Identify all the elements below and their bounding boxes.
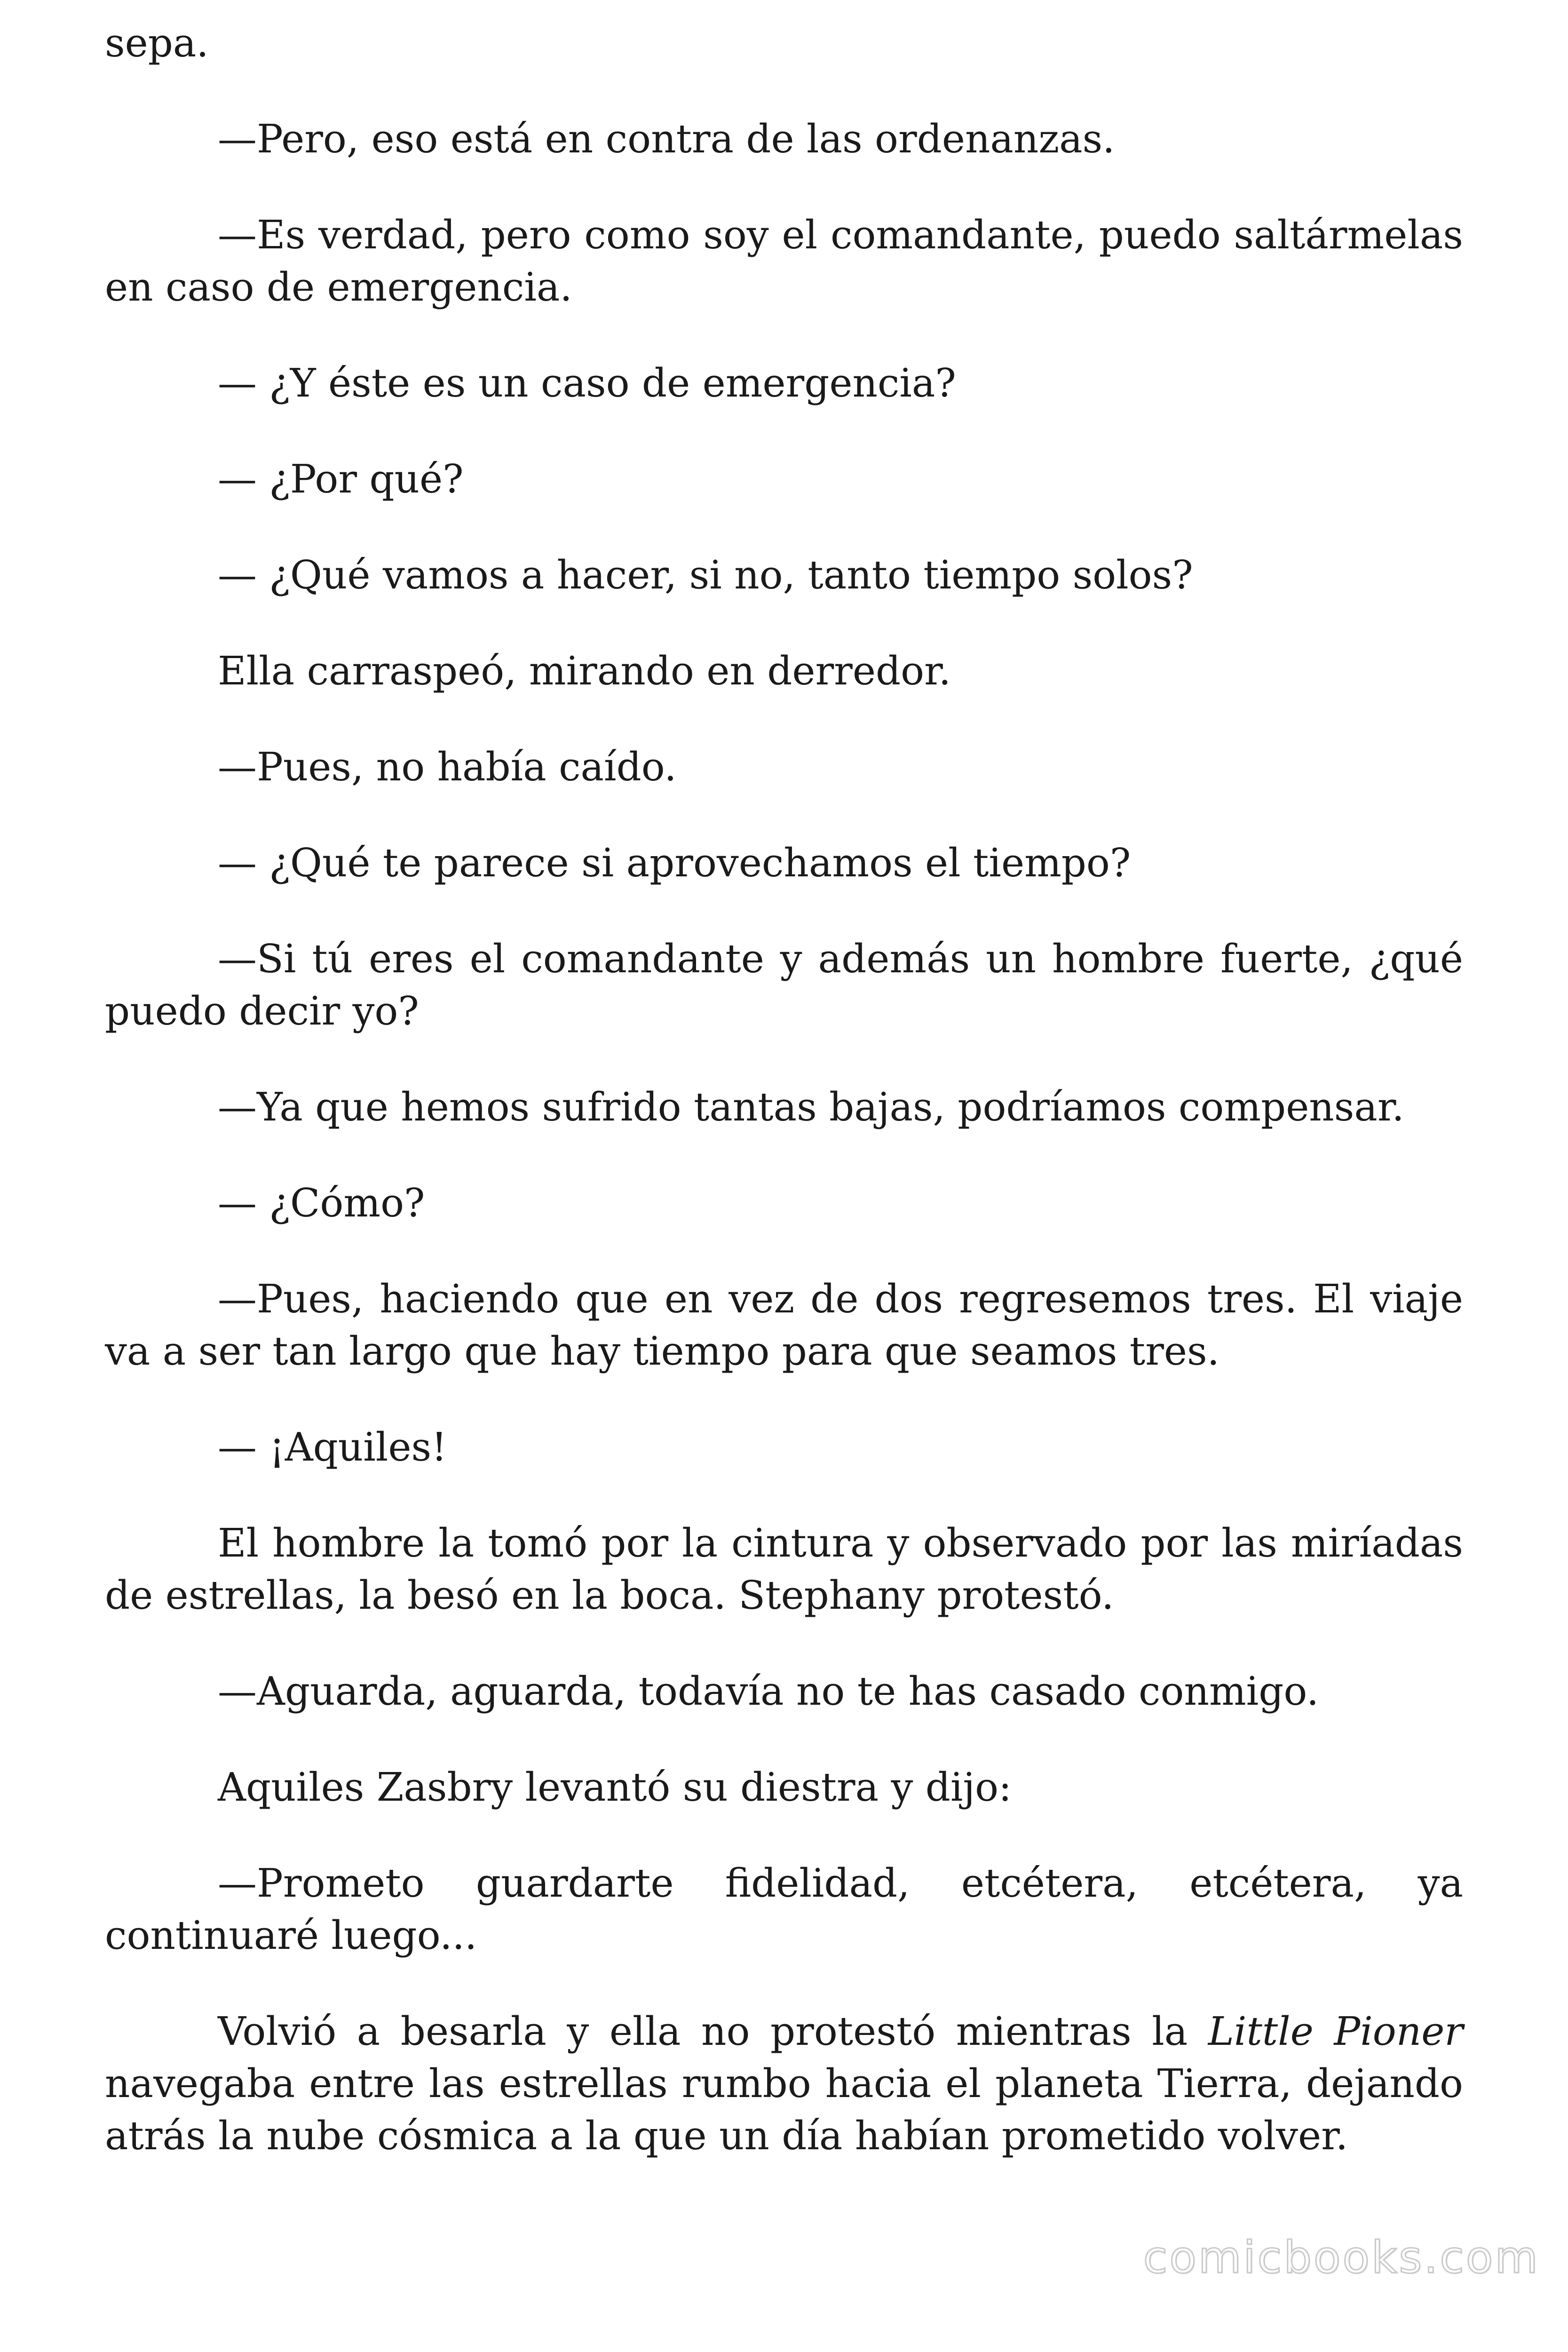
paragraph: — ¡Aquiles!: [218, 1424, 447, 1470]
document-page: [105, 0, 1463, 2162]
paragraph: Aquiles Zasbry levantó su diestra y dijo:: [218, 1764, 1012, 1810]
paragraph: El hombre la tomó por la cintura y observado por las miríadas de estrellas, la besó en la boca. Stephany protestó.: [105, 1520, 1463, 1618]
paragraph: — ¿Qué vamos a hacer, si no, tanto tiempo solos?: [218, 552, 1193, 598]
paragraph: sepa.: [105, 20, 209, 66]
last-paragraph: [105, 2005, 1463, 2162]
paragraph: —Si tú eres el comandante y además un hombre fuerte, ¿qué puedo decir yo?: [105, 936, 1463, 1034]
watermark: comicbooks.com: [1143, 2232, 1540, 2283]
paragraph: — ¿Cómo?: [218, 1180, 425, 1226]
paragraph: —Aguarda, aguarda, todavía no te has casado conmigo.: [218, 1669, 1319, 1714]
paragraph: —Ya que hemos sufrido tantas bajas, podríamos compensar.: [218, 1084, 1404, 1130]
paragraph: — ¿Por qué?: [218, 456, 464, 502]
paragraph: —Prometo guardarte fidelidad, etcétera, etcétera, ya continuaré luego...: [105, 1860, 1463, 1958]
paragraph: —Pero, eso está en contra de las ordenanzas.: [218, 116, 1115, 162]
ship-name: Little Pioner: [1208, 2009, 1463, 2054]
paragraph: —Es verdad, pero como soy el comandante, puedo saltármelas en caso de emergencia.: [105, 212, 1463, 310]
paragraph: Ella carraspeó, mirando en derredor.: [218, 648, 951, 694]
paragraph: — ¿Y éste es un caso de emergencia?: [218, 360, 956, 406]
last-paragraph-start: Volvió a besarla y ella no protestó mientras la: [218, 2009, 1208, 2054]
last-paragraph-end: navegaba entre las estrellas rumbo hacia el planeta Tierra, dejando atrás la nube cósmica a la que un día habían prometido volver.: [105, 2061, 1463, 2159]
paragraph: — ¿Qué te parece si aprovechamos el tiempo?: [218, 840, 1131, 886]
paragraph: —Pues, haciendo que en vez de dos regresemos tres. El viaje va a ser tan largo que hay tiempo para que seamos tres.: [105, 1276, 1463, 1374]
paragraph: —Pues, no había caído.: [218, 744, 677, 790]
